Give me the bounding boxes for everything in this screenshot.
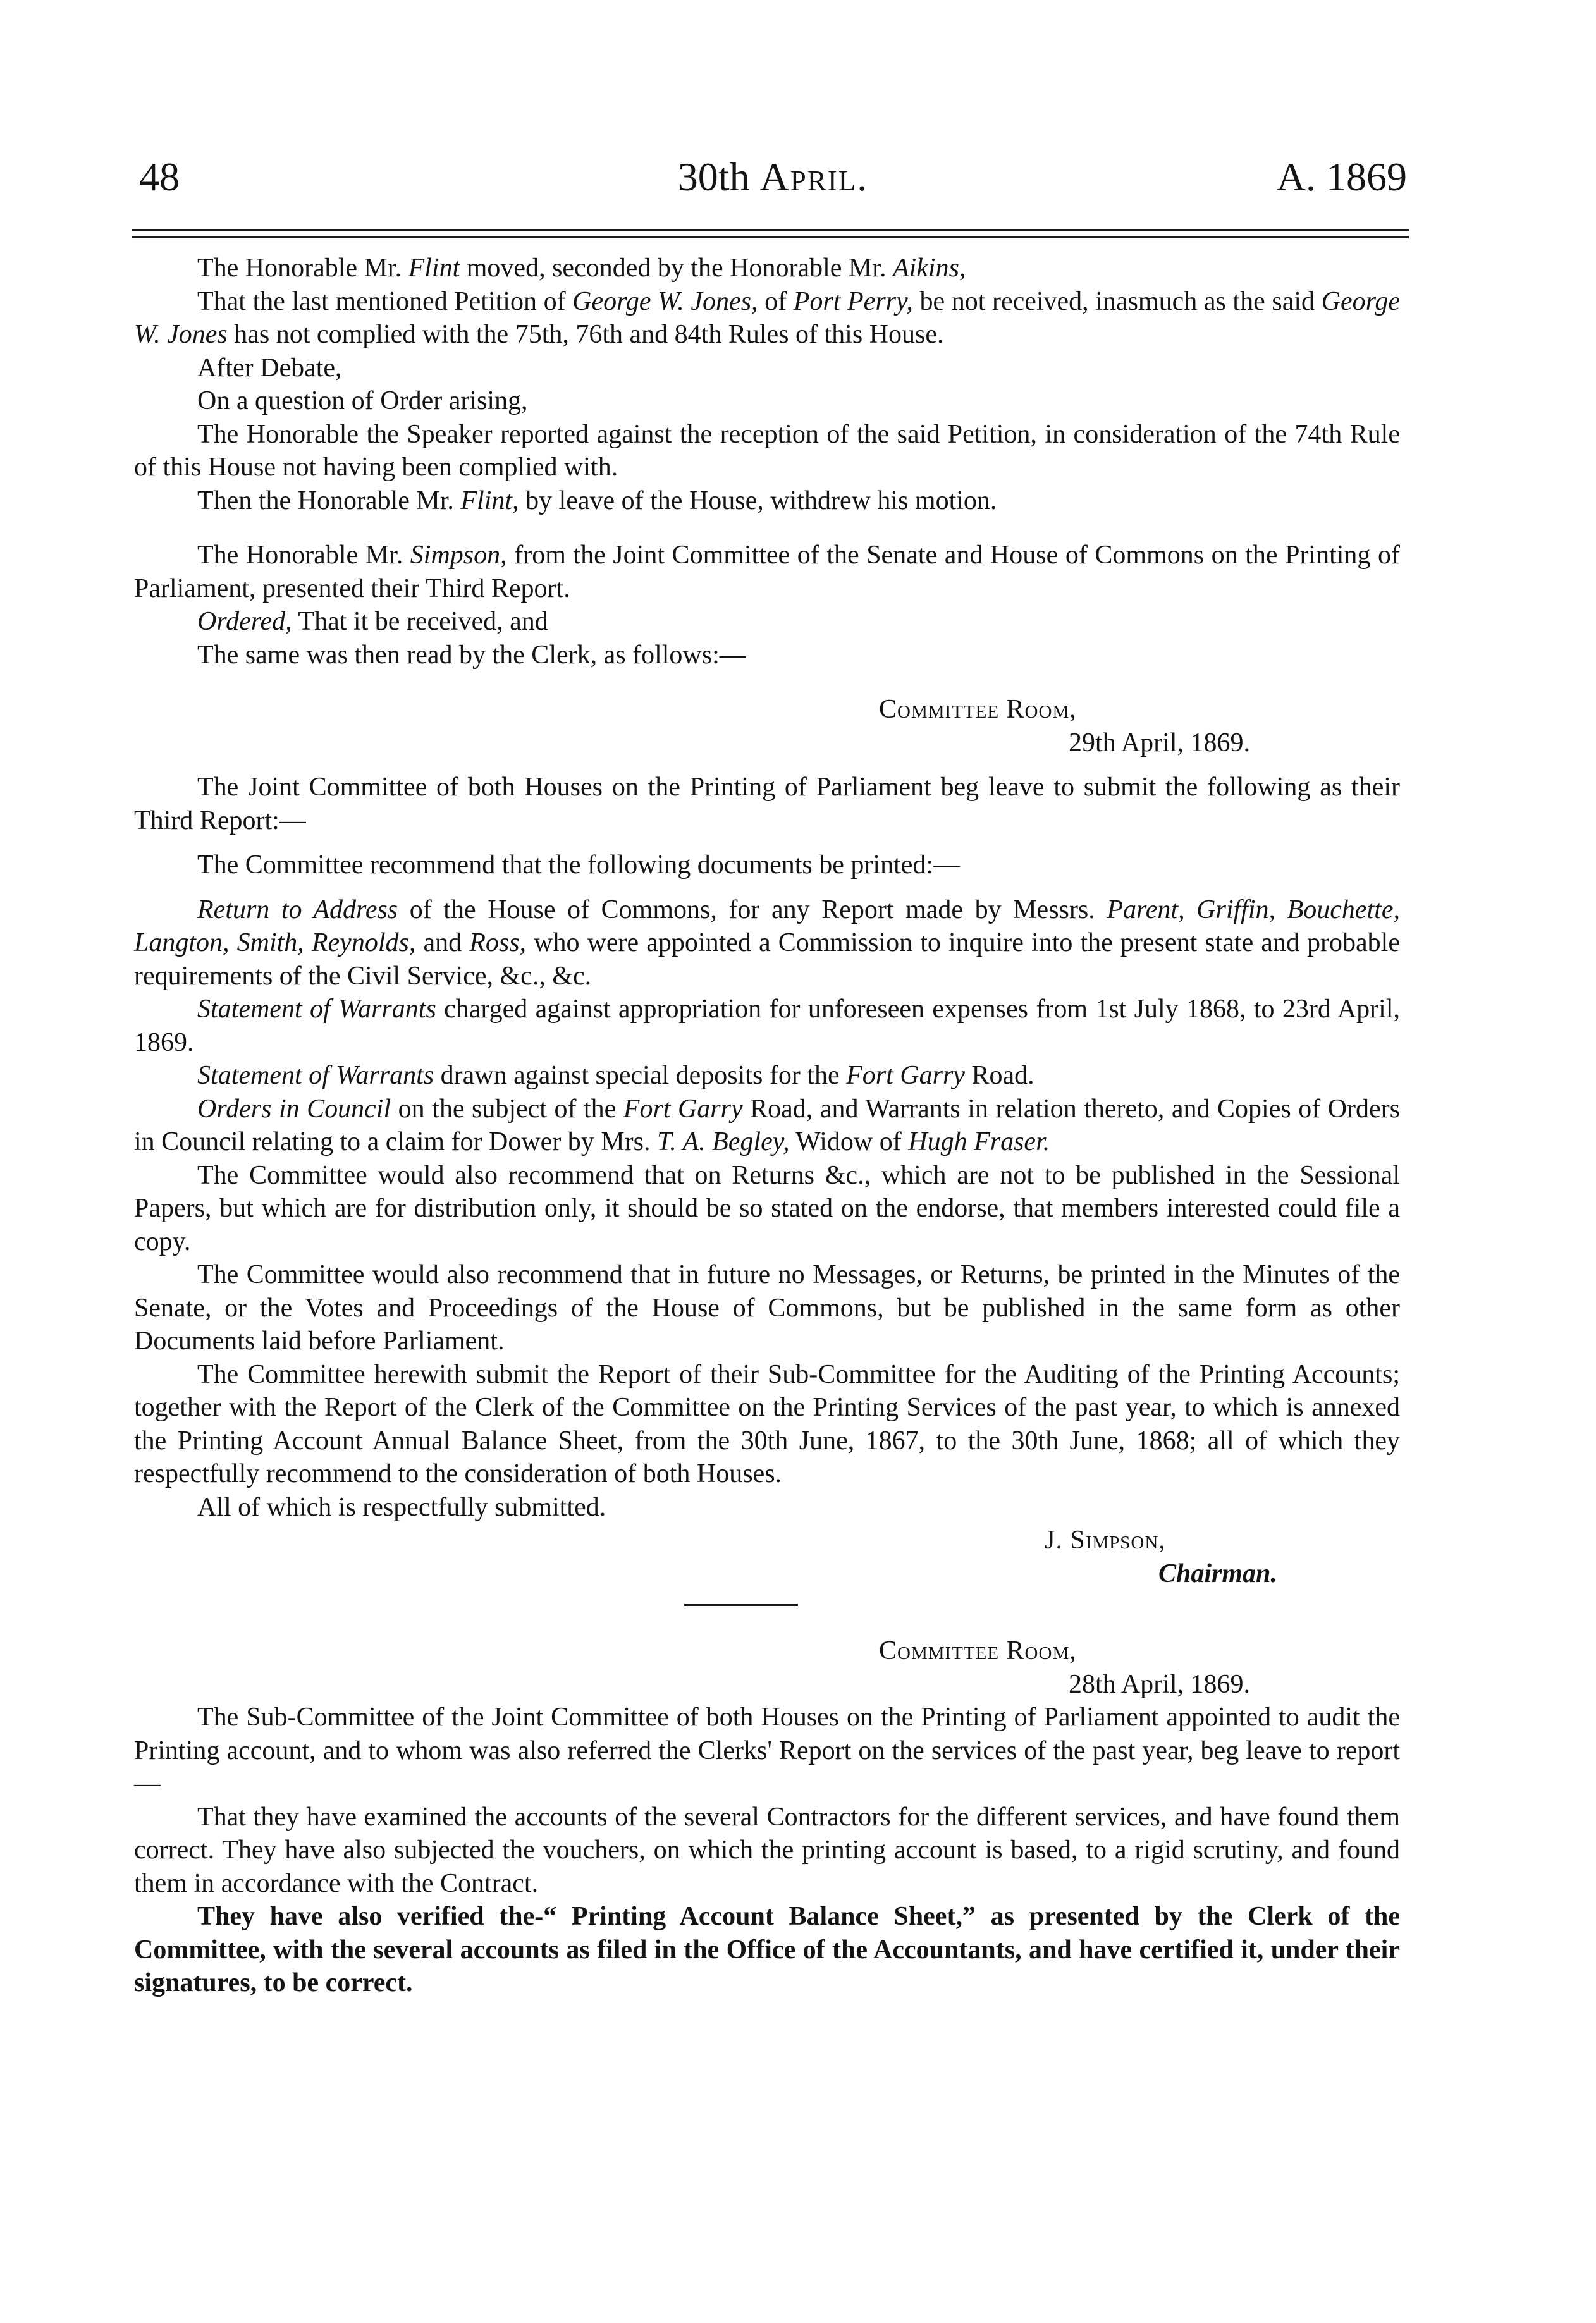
text-run: on the subject of the [391,1094,623,1124]
running-head [139,149,1407,205]
paragraph-recommend: The Committee recommend that the following documents be printed:— [197,850,961,880]
document-title: Statement of Warrants [197,1061,434,1090]
member-name: Flint, [460,486,519,515]
separator-rule [684,1604,798,1606]
member-name: Flint [408,254,460,283]
ordered-label: Ordered, [197,607,292,636]
spacer [134,671,1400,693]
place-name: Fort Garry [623,1094,743,1124]
committee-room-heading [134,693,1400,759]
committee-room-heading-2 [134,1634,1400,1701]
paragraph-orders-in-council [134,1093,1400,1159]
paragraph-statement-special [134,1059,1400,1093]
page-year: A. 1869 [1276,154,1407,199]
text-run: charged against appropriation for unforeseen expenses from 1st July 1868, to 23rd April, 1869. [134,995,1401,1057]
text-run: has not complied with the 75th, 76th and 84th Rules of this House. [227,320,944,349]
text-run: Widow of [789,1127,909,1156]
text-run: and [415,928,470,957]
paragraph-statement-unforeseen [134,993,1400,1059]
text-run: of [758,286,794,316]
person-name: Hugh Fraser. [908,1127,1050,1156]
header-rule-line-2 [132,236,1409,238]
committee-room-label: Committee Room, [879,695,1077,724]
paragraph-read: The same was then read by the Clerk, as follows:— [197,640,746,670]
page-date-day: 30th [677,154,750,199]
paragraph-return-to-address [134,893,1400,993]
paragraph-subcommittee-intro: The Sub-Committee of the Joint Committee of both Houses on the Printing of Parliament appointed to audit the Printing account, and to whom was also referred the Clerks' Report on the services of the past year, beg leave to report— [134,1703,1400,1798]
person-names: Parent, Griffin, Bouchette, Langton, Smith, Reynolds, [134,895,1400,957]
paragraph-petition [134,285,1400,352]
place-name: Fort Garry [846,1061,965,1090]
paragraph-submitted: All of which is respectfully submitted. [197,1492,606,1522]
page-number: 48 [139,154,180,199]
committee-room-label: Committee Room, [879,1636,1077,1665]
spacer [134,837,1400,849]
paragraph-speaker: The Honorable the Speaker reported against the reception of the said Petition, in consideration of the 74th Rule of this House not having been complied with. [134,419,1400,482]
header-rule-line-1 [132,229,1409,231]
paragraph-motion [134,252,1400,285]
text-run: who were appointed a Commission to inquire into the present state and probable requirements of the Civil Service, &c., &c. [134,928,1400,991]
person-name: George W. Jones [134,286,1401,349]
person-name: George W. Jones, [572,286,758,316]
member-name: Simpson, [410,541,507,570]
text-run: of the House of Commons, for any Report made by Messrs. [398,895,1107,924]
paragraph-balance-sheet: They have also verified the-“ Printing Account Balance Sheet,” as presented by the Clerk of the Committee, with the several accounts as filed in the Office of the Accountants, and have certified it, under their signatures, to be correct. [134,1902,1400,1997]
spacer [134,517,1400,539]
person-name: T. A. Begley, [656,1127,790,1156]
text-run: Road. [964,1061,1034,1090]
document-title: Orders in Council [197,1094,391,1124]
text-run: Road, and Warrants in relation thereto, and Copies of Orders in Council relating to a claim for Dower by Mrs. [134,1094,1400,1156]
paragraph-third-report: The Joint Committee of both Houses on the Printing of Parliament beg leave to submit the following as their Third Report:— [134,773,1400,835]
spacer [134,759,1400,771]
committee-room-date: 28th April, 1869. [1069,1669,1251,1699]
paragraph-subcommittee-report: The Committee herewith submit the Report of their Sub-Committee for the Auditing of the Printing Accounts; together with the Report of the Clerk of the Committee on the Printing Services of the past year, to which is annexed the Printing Account Annual Balance Sheet, from the 30th June, 1867, to the 30th June, 1868; all of which they respectfully recommend to the consideration of both Houses. [134,1359,1400,1488]
signature-block [134,1524,1400,1590]
spacer [134,882,1400,893]
page-date [139,149,1407,205]
text-run: The Honorable Mr. [197,541,410,570]
paragraph-returns-endorse: The Committee would also recommend that on Returns &c., which are not to be published in the Sessional Papers, but which are for distribution only, it should be so stated on the endorse, that members interested could file a copy. [134,1160,1400,1256]
paragraph-report-presented [134,539,1400,605]
text-run: drawn against special deposits for the [434,1061,847,1090]
member-name: Aikins, [892,254,966,283]
signatory-name: J. Simpson, [1045,1526,1166,1555]
document-title: Statement of Warrants [197,995,436,1024]
paragraph-ordered [134,605,1400,639]
text-run: Then the Honorable Mr. [197,486,461,515]
text-run: moved, seconded by the Honorable Mr. [460,254,893,283]
document-title: Return to Address [197,895,398,924]
text-run: The Honorable Mr. [197,254,408,283]
paragraph-accounts-examined: That they have examined the accounts of the several Contractors for the different services, and have found them correct. They have also subjected the vouchers, on which the printing account is based, to a rigid scrutiny, and found them in accordance with the Contract. [134,1802,1400,1898]
text-run: be not received, inasmuch as the said [912,286,1322,316]
text-run: That it be received, and [292,607,548,636]
paragraph-messages: The Committee would also recommend that in future no Messages, or Returns, be printed in the Minutes of the Senate, or the Votes and Proceedings of the House of Commons, but be published in the same form as other Documents laid before Parliament. [134,1260,1400,1356]
header-rule [132,229,1409,243]
paragraph-withdrawal [134,484,1400,518]
text-run: by leave of the House, withdrew his motion. [519,486,997,515]
paragraph-order: On a question of Order arising, [197,386,528,415]
spacer [134,1623,1400,1634]
signatory-title: Chairman. [1158,1559,1277,1588]
person-name: Ross, [469,928,527,957]
section-separator [134,1590,1400,1623]
page-date-month: April. [759,154,869,199]
paragraph-debate: After Debate, [197,353,342,383]
place-name: Port Perry, [793,286,913,316]
text-run: from the Joint Committee of the Senate and House of Commons on the Printing of Parliament, presented their Third Report. [134,541,1400,603]
committee-room-date: 29th April, 1869. [1069,728,1251,757]
document-body [134,252,1400,2000]
text-run: That the last mentioned Petition of [197,286,573,316]
